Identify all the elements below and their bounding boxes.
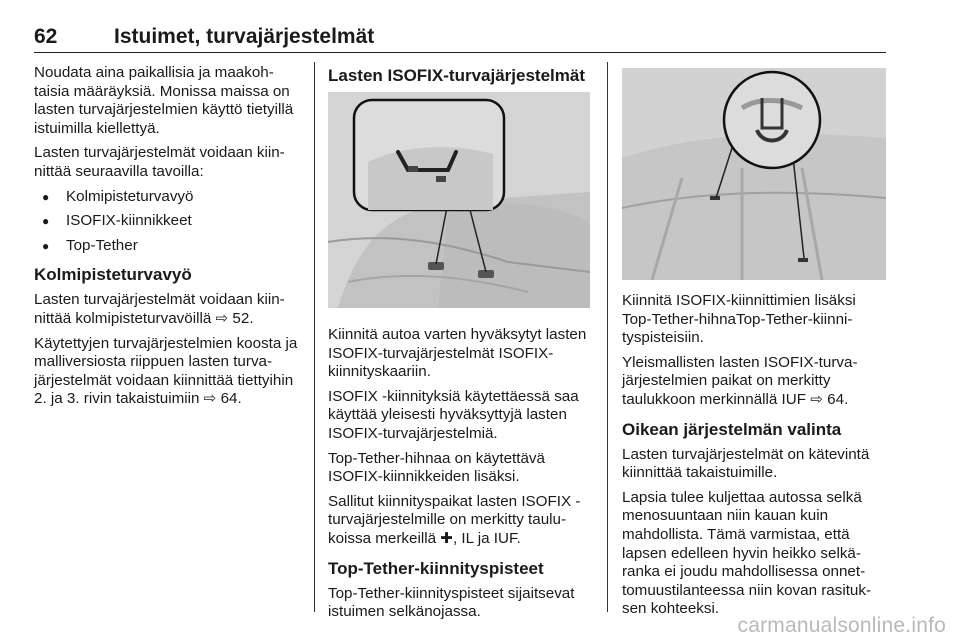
section-heading-selection: Oikean järjestelmän valinta xyxy=(622,419,842,439)
page-header xyxy=(34,22,886,53)
tether-paragraph-2: Yleismallisten lasten ISOFIX-turvajärjestelmien paikat on merkitty taulukkoon merkinnällä IUF ⇨ 64. xyxy=(622,353,858,408)
three-point-paragraph: Lasten turvajärjestelmät voidaan kiinnittää kolmipisteturvavöillä ⇨ 52. xyxy=(34,291,285,327)
methods-list xyxy=(34,188,300,256)
page-title: Istuimet, turvajärjestelmät xyxy=(114,25,375,48)
isofix-paragraph-2: ISOFIX -kiinnityksiä käytettäessä saa käyttää yleisesti hyväksyttyjä lasten ISOFIX-turvajärjestelmiä. xyxy=(328,387,579,442)
column-divider-2 xyxy=(607,62,608,612)
section-heading-three-point: Kolmipisteturvavyö xyxy=(34,265,192,285)
watermark: carmanualsonline.info xyxy=(737,614,946,637)
section-heading-isofix: Lasten ISOFIX-turvajärjestelmät xyxy=(328,66,585,85)
list-item: ● Kolmipisteturvavyö xyxy=(34,188,300,207)
column-2 xyxy=(328,64,590,628)
section-heading-top-tether: Top-Tether-kiinnityspisteet xyxy=(328,558,544,578)
isofix-paragraph-4: Sallitut kiinnityspaikat lasten ISOFIX -turvajärjestelmille on merkitty taulukoissa merkeillä ✚, IL ja IUF. xyxy=(328,492,581,547)
intro-paragraph: Noudata aina paikallisia ja maakohtaisia määräyksiä. Monissa maissa on lasten turvajärjestelmien käyttö tietyillä istuimilla kiellettyä. xyxy=(34,64,294,137)
selection-paragraph-1: Lasten turvajärjestelmät on kätevintä kiinnittää takaistuimille. xyxy=(622,445,870,482)
selection-paragraph-2: Lapsia tulee kuljettaa autossa selkä menosuuntaan niin kauan kuin mahdollista. Tämä varmistaa, että lapsen edelleen hyvin heikko selkäranka ei joudu mahdollisessa onnettomuustilanteessa niin kovan rasituksen kohteeksi. xyxy=(622,488,872,618)
top-tether-illustration xyxy=(622,68,886,280)
methods-paragraph: Lasten turvajärjestelmät voidaan kiinnittää seuraavilla tavoilla: xyxy=(34,144,285,180)
seat-rows-paragraph: Käytettyjen turvajärjestelmien koosta ja malliversiosta riippuen lasten turvajärjestelmät voidaan kiinnittää tiettyihin 2. ja 3. rivin takaistuimiin ⇨ 64. xyxy=(34,334,298,408)
isofix-paragraph-3: Top-Tether-hihnaa on käytettävä ISOFIX-kiinnikkeiden lisäksi. xyxy=(328,449,545,486)
column-3 xyxy=(622,64,886,625)
page-number: 62 xyxy=(34,25,58,48)
tether-paragraph-1: Kiinnitä ISOFIX-kiinnittimien lisäksi Top-Tether-hihnaTop-Tether-kiinnityspisteisiin. xyxy=(622,292,856,347)
isofix-paragraph-1: Kiinnitä autoa varten hyväksytyt lasten ISOFIX-turvajärjestelmät ISOFIX-kiinnityskaariin. xyxy=(328,326,587,381)
list-item: ● Top-Tether xyxy=(34,237,300,256)
top-tether-paragraph: Top-Tether-kiinnityspisteet sijaitsevat istuimen selkänojassa. xyxy=(328,584,575,621)
isofix-seat-illustration xyxy=(328,92,590,308)
column-1 xyxy=(34,64,300,415)
list-item: ● ISOFIX-kiinnikkeet xyxy=(34,212,300,231)
column-divider-1 xyxy=(314,62,315,612)
